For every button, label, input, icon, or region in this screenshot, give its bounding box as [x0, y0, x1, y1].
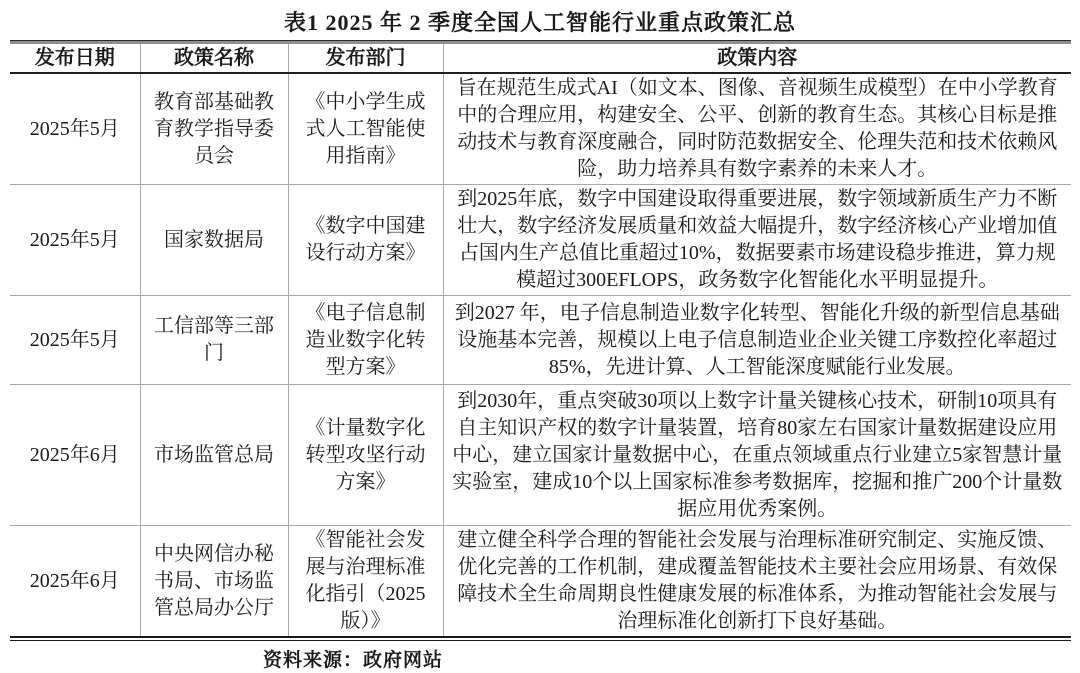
cell-publish-date: 2025年5月 — [29, 117, 120, 140]
cell-publish-date: 2025年5月 — [29, 328, 120, 351]
cell-publish-department: 《中小学生成式人工智能使用指南》 — [288, 73, 443, 185]
cell-policy-content: 建立健全科学合理的智能社会发展与治理标准研究制定、实施反馈、优化完善的工作机制，建成覆盖智能技术主要社会应用场景、有效保障技术全生命周期良性健康发展的标准体系，为推动智能社会发展与治理标准化创新打下良好基础。 — [443, 526, 1071, 637]
header-row — [10, 44, 1071, 73]
cell-publish-department: 《数字中国建设行动方案》 — [288, 185, 443, 296]
cell-publish-date: 2025年5月 — [29, 228, 120, 251]
cell-policy-content: 到2030年，重点突破30项以上数字计量关键核心技术，研制10项具有自主知识产权的数字计量装置，培育80家左右国家计量数据建设应用中心，建立国家计量数据中心，在重点领域重点行业建立5家智慧计量实验室，建成10个以上国家标准参考数据库，挖掘和推广200个计量数据应用优秀案例。 — [443, 385, 1071, 526]
table-row — [10, 526, 1071, 637]
cell-policy-name: 市场监管总局 — [140, 385, 288, 526]
cell-policy-content: 旨在规范生成式AI（如文本、图像、音视频生成模型）在中小学教育中的合理应用，构建安全、公平、创新的教育生态。其核心目标是推动技术与教育深度融合，同时防范数据安全、伦理失范和技术依赖风险，助力培养具有数字素养的未来人才。 — [443, 73, 1071, 185]
col-header-policy-name: 政策名称 — [140, 44, 288, 73]
cell-policy-content: 到2027 年，电子信息制造业数字化转型、智能化升级的新型信息基础设施基本完善，规模以上电子信息制造业企业关键工序数控化率超过85%，先进计算、人工智能深度赋能行业发展。 — [443, 296, 1071, 385]
cell-publish-department: 《电子信息制造业数字化转型方案》 — [288, 296, 443, 385]
table-row — [10, 296, 1071, 385]
table-title: 表1 2025 年 2 季度全国人工智能行业重点政策汇总 — [283, 10, 796, 35]
cell-policy-name: 教育部基础教育教学指导委员会 — [140, 73, 288, 185]
table-row — [10, 385, 1071, 526]
policy-summary-table — [10, 44, 1071, 636]
cell-policy-name: 工信部等三部门 — [140, 296, 288, 385]
col-header-policy-content: 政策内容 — [443, 44, 1071, 73]
cell-policy-name: 国家数据局 — [140, 185, 288, 296]
cell-publish-department: 《计量数字化转型攻坚行动方案》 — [288, 385, 443, 526]
cell-publish-department: 《智能社会发展与治理标准化指引（2025版）》 — [288, 526, 443, 637]
col-header-publish-department: 发布部门 — [288, 44, 443, 73]
policy-table — [10, 40, 1071, 641]
cell-policy-name: 中央网信办秘书局、市场监管总局办公厅 — [140, 526, 288, 637]
cell-publish-date: 2025年6月 — [29, 443, 120, 466]
source-note: 资料来源：政府网站 — [263, 650, 444, 671]
table-row — [10, 73, 1071, 185]
cell-publish-date: 2025年6月 — [29, 569, 120, 592]
table-row — [10, 185, 1071, 296]
cell-policy-content: 到2025年底，数字中国建设取得重要进展，数字领域新质生产力不断壮大，数字经济发展质量和效益大幅提升，数字经济核心产业增加值占国内生产总值比重超过10%，数据要素市场建设稳步推进，算力规模超过300EFLOPS，政务数字化智能化水平明显提升。 — [443, 185, 1071, 296]
col-header-publish-date: 发布日期 — [34, 46, 115, 69]
table-bottom-rule-thin — [10, 640, 1071, 641]
